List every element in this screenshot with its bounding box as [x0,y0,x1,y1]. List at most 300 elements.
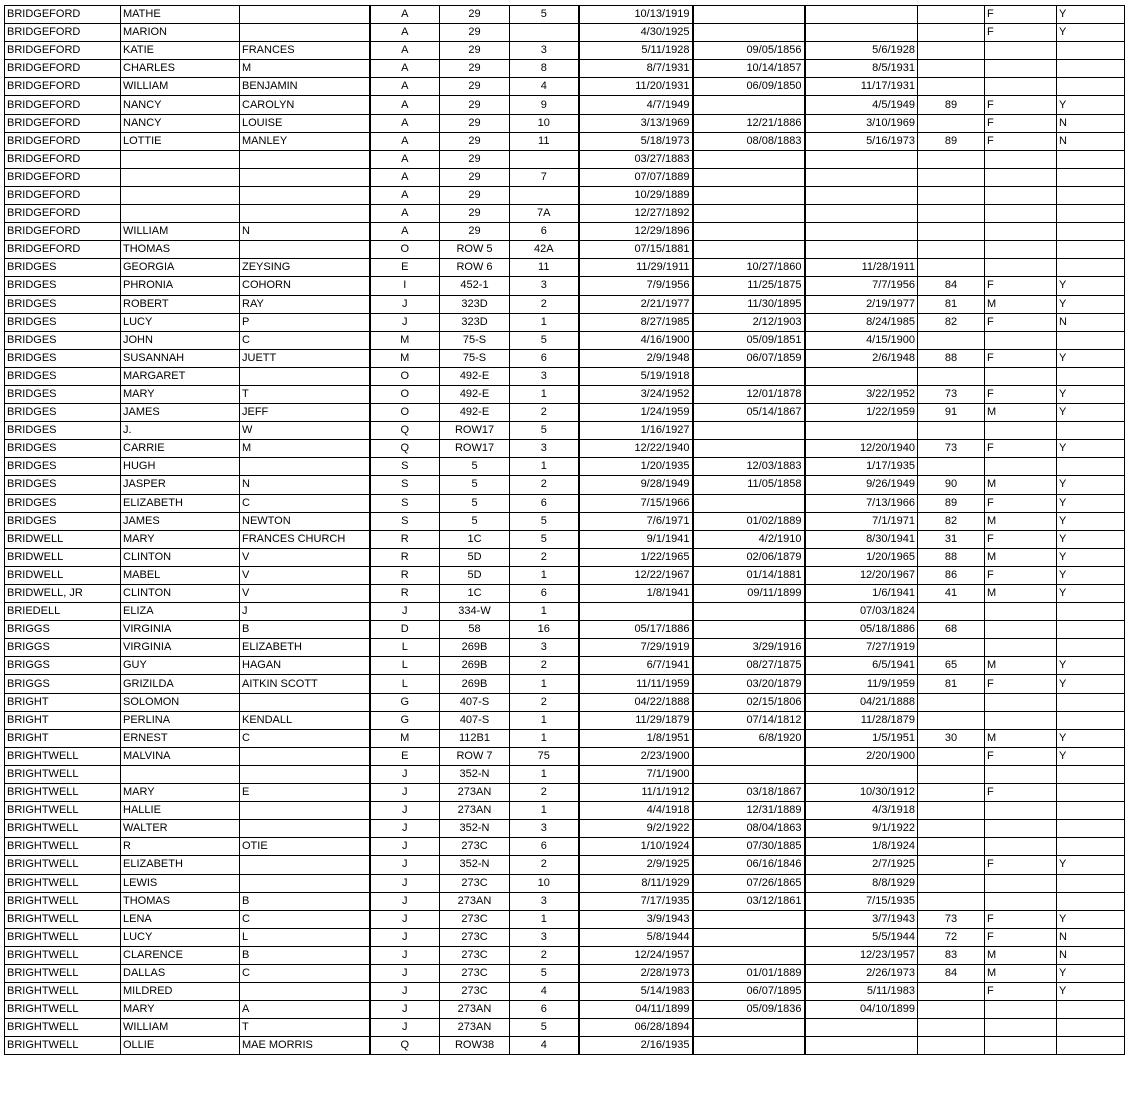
death-date-cell: 1/5/1951 [805,729,918,747]
first-name-cell: NANCY [121,114,240,132]
first-name-cell: LUCY [121,928,240,946]
first-name-cell: LEWIS [121,874,240,892]
section-cell: G [370,693,440,711]
lot-cell: 492-E [440,404,510,422]
lot-cell: 269B [440,657,510,675]
table-row [5,367,1125,385]
birth-date-cell [693,241,805,259]
sex-cell: F [985,856,1057,874]
lot-cell: 273C [440,910,510,928]
last-name-cell: BRIDGEFORD [5,96,121,114]
lot-cell: 29 [440,150,510,168]
burial-date-cell: 7/9/1956 [579,277,693,295]
death-date-cell: 10/30/1912 [805,784,918,802]
birth-date-cell [693,1019,805,1037]
grave-cell: 8 [510,60,579,78]
lot-cell: 273C [440,946,510,964]
age-cell [918,693,985,711]
flag-cell [1057,784,1125,802]
death-date-cell: 2/26/1973 [805,964,918,982]
birth-date-cell: 09/05/1856 [693,42,805,60]
last-name-cell: BRIDGEFORD [5,168,121,186]
sex-cell [985,205,1057,223]
burial-date-cell: 1/8/1951 [579,729,693,747]
flag-cell: Y [1057,494,1125,512]
burial-date-cell: 06/28/1894 [579,1019,693,1037]
sex-cell [985,259,1057,277]
section-cell: J [370,820,440,838]
sex-cell: F [985,983,1057,1001]
first-name-cell: MARY [121,1001,240,1019]
birth-date-cell: 11/30/1895 [693,295,805,313]
sex-cell: F [985,96,1057,114]
burial-date-cell [579,603,693,621]
birth-date-cell: 12/21/1886 [693,114,805,132]
section-cell: M [370,729,440,747]
death-date-cell [805,1019,918,1037]
section-cell: J [370,874,440,892]
middle-name-cell: C [240,729,370,747]
last-name-cell: BRIDGES [5,404,121,422]
death-date-cell: 05/18/1886 [805,621,918,639]
death-date-cell: 5/16/1973 [805,132,918,150]
age-cell [918,60,985,78]
age-cell: 81 [918,295,985,313]
last-name-cell: BRIGHTWELL [5,910,121,928]
last-name-cell: BRIGHTWELL [5,784,121,802]
death-date-cell: 2/19/1977 [805,295,918,313]
lot-cell: 352-N [440,856,510,874]
first-name-cell: LOTTIE [121,132,240,150]
age-cell: 82 [918,313,985,331]
grave-cell: 5 [510,530,579,548]
death-date-cell: 12/20/1967 [805,566,918,584]
first-name-cell: JASPER [121,476,240,494]
birth-date-cell: 01/14/1881 [693,566,805,584]
age-cell [918,259,985,277]
burial-date-cell: 07/07/1889 [579,168,693,186]
grave-cell: 2 [510,295,579,313]
last-name-cell: BRIGHT [5,729,121,747]
section-cell: J [370,1019,440,1037]
death-date-cell: 1/6/1941 [805,585,918,603]
table-row [5,78,1125,96]
middle-name-cell [240,693,370,711]
table-row [5,928,1125,946]
last-name-cell: BRIDGEFORD [5,223,121,241]
flag-cell [1057,820,1125,838]
middle-name-cell: V [240,585,370,603]
sex-cell: F [985,277,1057,295]
sex-cell: F [985,910,1057,928]
flag-cell [1057,711,1125,729]
first-name-cell: THOMAS [121,241,240,259]
sex-cell: F [985,313,1057,331]
table-row [5,114,1125,132]
burial-date-cell: 8/27/1985 [579,313,693,331]
middle-name-cell: L [240,928,370,946]
lot-cell: 273AN [440,892,510,910]
sex-cell [985,1019,1057,1037]
last-name-cell: BRIDGEFORD [5,186,121,204]
lot-cell: 75-S [440,331,510,349]
table-row [5,241,1125,259]
death-date-cell: 1/20/1965 [805,548,918,566]
death-date-cell [805,168,918,186]
grave-cell: 16 [510,621,579,639]
sex-cell: M [985,657,1057,675]
birth-date-cell: 01/02/1889 [693,512,805,530]
middle-name-cell: M [240,60,370,78]
lot-cell: 5 [440,476,510,494]
flag-cell [1057,422,1125,440]
death-date-cell [805,186,918,204]
death-date-cell [805,6,918,24]
first-name-cell: HALLIE [121,802,240,820]
last-name-cell: BRIDGEFORD [5,132,121,150]
table-row [5,494,1125,512]
sex-cell [985,168,1057,186]
age-cell [918,603,985,621]
section-cell: A [370,186,440,204]
grave-cell: 11 [510,259,579,277]
table-row [5,24,1125,42]
sex-cell: F [985,24,1057,42]
sex-cell: M [985,404,1057,422]
flag-cell [1057,1019,1125,1037]
flag-cell: Y [1057,24,1125,42]
section-cell: J [370,765,440,783]
burial-date-cell: 04/22/1888 [579,693,693,711]
age-cell [918,78,985,96]
section-cell: Q [370,440,440,458]
flag-cell: Y [1057,585,1125,603]
birth-date-cell [693,6,805,24]
age-cell [918,186,985,204]
age-cell [918,367,985,385]
flag-cell [1057,1037,1125,1055]
flag-cell: Y [1057,512,1125,530]
death-date-cell: 9/26/1949 [805,476,918,494]
sex-cell: M [985,964,1057,982]
flag-cell: N [1057,132,1125,150]
middle-name-cell: B [240,892,370,910]
last-name-cell: BRIGHTWELL [5,946,121,964]
burial-date-cell: 8/11/1929 [579,874,693,892]
age-cell: 31 [918,530,985,548]
middle-name-cell [240,747,370,765]
death-date-cell: 2/20/1900 [805,747,918,765]
first-name-cell: ELIZABETH [121,494,240,512]
sex-cell: F [985,675,1057,693]
birth-date-cell [693,494,805,512]
last-name-cell: BRIDGES [5,458,121,476]
table-row [5,349,1125,367]
last-name-cell: BRIDGEFORD [5,60,121,78]
last-name-cell: BRIDGES [5,512,121,530]
sex-cell [985,150,1057,168]
lot-cell: 273C [440,928,510,946]
middle-name-cell: A [240,1001,370,1019]
first-name-cell: MARION [121,24,240,42]
first-name-cell [121,150,240,168]
sex-cell: F [985,440,1057,458]
lot-cell: 29 [440,114,510,132]
grave-cell [510,24,579,42]
flag-cell [1057,367,1125,385]
sex-cell [985,693,1057,711]
first-name-cell: DALLAS [121,964,240,982]
middle-name-cell [240,983,370,1001]
birth-date-cell [693,765,805,783]
sex-cell [985,1037,1057,1055]
grave-cell: 9 [510,96,579,114]
middle-name-cell: V [240,566,370,584]
middle-name-cell [240,765,370,783]
grave-cell: 6 [510,585,579,603]
middle-name-cell [240,168,370,186]
flag-cell: Y [1057,983,1125,1001]
sex-cell: M [985,585,1057,603]
sex-cell [985,42,1057,60]
age-cell [918,422,985,440]
lot-cell: 273AN [440,802,510,820]
table-row [5,186,1125,204]
table-row [5,639,1125,657]
middle-name-cell: T [240,1019,370,1037]
middle-name-cell: MANLEY [240,132,370,150]
flag-cell [1057,223,1125,241]
sex-cell: M [985,512,1057,530]
middle-name-cell [240,820,370,838]
burial-date-cell: 5/14/1983 [579,983,693,1001]
lot-cell: 334-W [440,603,510,621]
lot-cell: 58 [440,621,510,639]
last-name-cell: BRIDGEFORD [5,150,121,168]
birth-date-cell: 06/07/1895 [693,983,805,1001]
burial-date-cell: 2/23/1900 [579,747,693,765]
burial-date-cell: 9/2/1922 [579,820,693,838]
first-name-cell: SUSANNAH [121,349,240,367]
section-cell: A [370,60,440,78]
burial-date-cell: 9/28/1949 [579,476,693,494]
last-name-cell: BRIDGES [5,349,121,367]
sex-cell: F [985,530,1057,548]
death-date-cell [805,241,918,259]
age-cell: 68 [918,621,985,639]
last-name-cell: BRIDGES [5,494,121,512]
first-name-cell: PERLINA [121,711,240,729]
table-row [5,892,1125,910]
middle-name-cell: NEWTON [240,512,370,530]
table-row [5,983,1125,1001]
birth-date-cell [693,1037,805,1055]
middle-name-cell: JUETT [240,349,370,367]
middle-name-cell [240,24,370,42]
sex-cell: F [985,747,1057,765]
last-name-cell: BRIDGES [5,313,121,331]
section-cell: A [370,168,440,186]
sex-cell [985,639,1057,657]
table-row [5,765,1125,783]
death-date-cell: 11/9/1959 [805,675,918,693]
table-row [5,820,1125,838]
last-name-cell: BRIGHTWELL [5,892,121,910]
flag-cell: Y [1057,747,1125,765]
flag-cell: Y [1057,530,1125,548]
burial-date-cell: 5/11/1928 [579,42,693,60]
last-name-cell: BRIDWELL [5,548,121,566]
death-date-cell: 7/7/1956 [805,277,918,295]
lot-cell: ROW 6 [440,259,510,277]
first-name-cell: ROBERT [121,295,240,313]
sex-cell: M [985,729,1057,747]
sex-cell [985,60,1057,78]
death-date-cell: 12/23/1957 [805,946,918,964]
birth-date-cell [693,150,805,168]
last-name-cell: BRIDGEFORD [5,205,121,223]
records-table [4,5,1125,1055]
flag-cell: Y [1057,476,1125,494]
death-date-cell [805,150,918,168]
flag-cell: Y [1057,856,1125,874]
birth-date-cell: 2/12/1903 [693,313,805,331]
death-date-cell: 5/5/1944 [805,928,918,946]
grave-cell: 1 [510,385,579,403]
birth-date-cell: 10/14/1857 [693,60,805,78]
last-name-cell: BRIDGES [5,277,121,295]
lot-cell: 273C [440,838,510,856]
grave-cell: 10 [510,114,579,132]
burial-date-cell: 12/22/1940 [579,440,693,458]
section-cell: L [370,657,440,675]
sex-cell [985,241,1057,259]
table-row [5,566,1125,584]
last-name-cell: BRIDWELL [5,530,121,548]
table-row [5,874,1125,892]
grave-cell: 5 [510,422,579,440]
last-name-cell: BRIGHT [5,693,121,711]
last-name-cell: BRIGHTWELL [5,838,121,856]
middle-name-cell [240,802,370,820]
grave-cell: 2 [510,476,579,494]
first-name-cell: CLINTON [121,548,240,566]
middle-name-cell: E [240,784,370,802]
sex-cell [985,711,1057,729]
birth-date-cell: 4/2/1910 [693,530,805,548]
birth-date-cell: 05/14/1867 [693,404,805,422]
sex-cell [985,422,1057,440]
lot-cell: 269B [440,675,510,693]
last-name-cell: BRIDWELL, JR [5,585,121,603]
lot-cell: 29 [440,223,510,241]
birth-date-cell: 08/04/1863 [693,820,805,838]
section-cell: I [370,277,440,295]
middle-name-cell [240,241,370,259]
burial-date-cell: 3/9/1943 [579,910,693,928]
first-name-cell: VIRGINIA [121,621,240,639]
age-cell [918,856,985,874]
middle-name-cell: LOUISE [240,114,370,132]
death-date-cell [805,1037,918,1055]
sex-cell [985,874,1057,892]
birth-date-cell: 12/01/1878 [693,385,805,403]
sex-cell [985,186,1057,204]
section-cell: A [370,24,440,42]
age-cell [918,241,985,259]
death-date-cell [805,367,918,385]
last-name-cell: BRIGGS [5,621,121,639]
grave-cell: 6 [510,494,579,512]
age-cell: 73 [918,440,985,458]
burial-date-cell: 2/28/1973 [579,964,693,982]
sex-cell [985,765,1057,783]
flag-cell: Y [1057,385,1125,403]
first-name-cell: THOMAS [121,892,240,910]
death-date-cell: 4/3/1918 [805,802,918,820]
last-name-cell: BRIGHT [5,711,121,729]
middle-name-cell: J [240,603,370,621]
middle-name-cell [240,6,370,24]
birth-date-cell: 07/30/1885 [693,838,805,856]
flag-cell [1057,259,1125,277]
section-cell: S [370,512,440,530]
flag-cell [1057,458,1125,476]
birth-date-cell: 09/11/1899 [693,585,805,603]
grave-cell: 2 [510,404,579,422]
lot-cell: 323D [440,313,510,331]
death-date-cell: 04/10/1899 [805,1001,918,1019]
lot-cell: 112B1 [440,729,510,747]
middle-name-cell: C [240,494,370,512]
last-name-cell: BRIGGS [5,639,121,657]
death-date-cell: 1/17/1935 [805,458,918,476]
middle-name-cell [240,458,370,476]
table-row [5,205,1125,223]
birth-date-cell: 3/29/1916 [693,639,805,657]
middle-name-cell: COHORN [240,277,370,295]
death-date-cell: 8/24/1985 [805,313,918,331]
grave-cell: 5 [510,964,579,982]
middle-name-cell: N [240,476,370,494]
lot-cell: ROW38 [440,1037,510,1055]
lot-cell: 1C [440,530,510,548]
middle-name-cell: MAE MORRIS [240,1037,370,1055]
first-name-cell [121,168,240,186]
middle-name-cell [240,367,370,385]
first-name-cell: JAMES [121,512,240,530]
section-cell: O [370,404,440,422]
section-cell: Q [370,1037,440,1055]
birth-date-cell: 11/05/1858 [693,476,805,494]
death-date-cell: 3/7/1943 [805,910,918,928]
first-name-cell: ELIZABETH [121,856,240,874]
last-name-cell: BRIDGEFORD [5,6,121,24]
age-cell: 84 [918,964,985,982]
section-cell: O [370,241,440,259]
grave-cell: 10 [510,874,579,892]
flag-cell [1057,205,1125,223]
sex-cell [985,458,1057,476]
burial-date-cell: 5/8/1944 [579,928,693,946]
first-name-cell: WILLIAM [121,223,240,241]
age-cell [918,747,985,765]
section-cell: J [370,910,440,928]
section-cell: M [370,349,440,367]
first-name-cell [121,186,240,204]
flag-cell: Y [1057,675,1125,693]
age-cell [918,1001,985,1019]
